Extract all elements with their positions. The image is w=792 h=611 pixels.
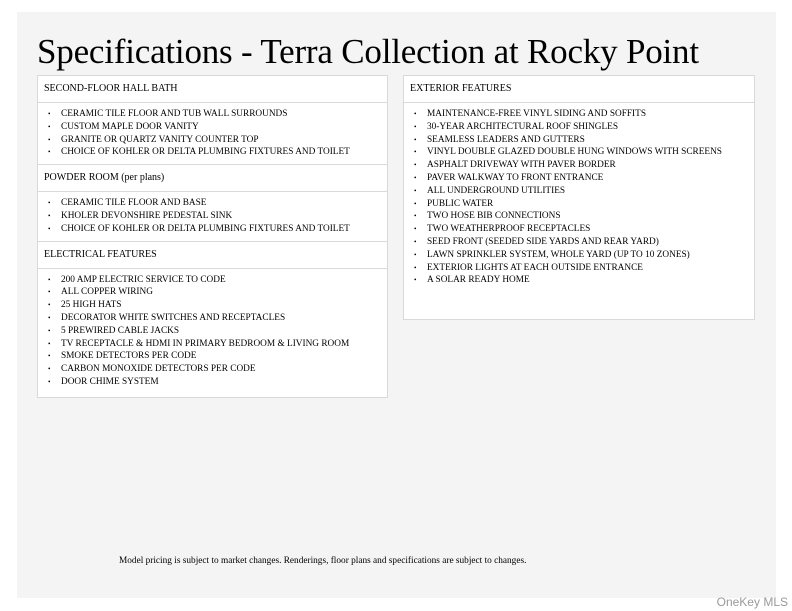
spec-item: • CERAMIC TILE FLOOR AND BASE	[48, 197, 387, 210]
spec-item: • SEED FRONT (SEEDED SIDE YARDS AND REAR YARD)	[414, 236, 754, 249]
section-heading: POWDER ROOM (per plans)	[38, 165, 387, 192]
spec-list	[38, 269, 387, 394]
section-heading: SECOND-FLOOR HALL BATH	[38, 76, 387, 103]
spec-section-powder-room	[38, 164, 387, 240]
spec-item: • SMOKE DETECTORS PER CODE	[48, 350, 387, 363]
spec-item: • 200 AMP ELECTRIC SERVICE TO CODE	[48, 274, 387, 287]
spec-item: • CARBON MONOXIDE DETECTORS PER CODE	[48, 363, 387, 376]
spec-item: • 5 PREWIRED CABLE JACKS	[48, 325, 387, 338]
spec-list	[404, 103, 754, 292]
spec-item: • VINYL DOUBLE GLAZED DOUBLE HUNG WINDOWS WITH SCREENS	[414, 146, 754, 159]
spec-item: • CERAMIC TILE FLOOR AND TUB WALL SURROUNDS	[48, 108, 387, 121]
spec-list	[38, 192, 387, 240]
left-spec-column	[37, 75, 388, 398]
spec-item: • 25 HIGH HATS	[48, 299, 387, 312]
section-heading: EXTERIOR FEATURES	[404, 76, 754, 103]
spec-item: • EXTERIOR LIGHTS AT EACH OUTSIDE ENTRANCE	[414, 262, 754, 275]
footer-disclaimer: Model pricing is subject to market changes. Renderings, floor plans and specifications are subject to changes.	[119, 556, 527, 566]
spec-item: • MAINTENANCE-FREE VINYL SIDING AND SOFFITS	[414, 108, 754, 121]
spec-item: • LAWN SPRINKLER SYSTEM, WHOLE YARD (UP TO 10 ZONES)	[414, 249, 754, 262]
spec-item: • ALL COPPER WIRING	[48, 286, 387, 299]
spec-item: • CUSTOM MAPLE DOOR VANITY	[48, 121, 387, 134]
spec-item: • A SOLAR READY HOME	[414, 274, 754, 287]
spec-item: • ALL UNDERGROUND UTILITIES	[414, 185, 754, 198]
spec-item: • 30-YEAR ARCHITECTURAL ROOF SHINGLES	[414, 121, 754, 134]
spec-item: • ASPHALT DRIVEWAY WITH PAVER BORDER	[414, 159, 754, 172]
spec-item: • KHOLER DEVONSHIRE PEDESTAL SINK	[48, 210, 387, 223]
spec-item: • PUBLIC WATER	[414, 198, 754, 211]
spec-item: • TWO WEATHERPROOF RECEPTACLES	[414, 223, 754, 236]
right-spec-column	[403, 75, 755, 320]
spec-item: • TV RECEPTACLE & HDMI IN PRIMARY BEDROOM & LIVING ROOM	[48, 338, 387, 351]
spec-section-electrical	[38, 241, 387, 394]
spec-item: • TWO HOSE BIB CONNECTIONS	[414, 210, 754, 223]
spec-section-exterior	[404, 76, 754, 292]
spec-section-hall-bath	[38, 76, 387, 164]
spec-item: • GRANITE OR QUARTZ VANITY COUNTER TOP	[48, 134, 387, 147]
spec-list	[38, 103, 387, 164]
spec-item: • CHOICE OF KOHLER OR DELTA PLUMBING FIXTURES AND TOILET	[48, 223, 387, 236]
spec-item: • PAVER WALKWAY TO FRONT ENTRANCE	[414, 172, 754, 185]
onekey-mls-watermark: OneKey MLS	[716, 595, 788, 609]
specification-sheet	[17, 12, 776, 598]
spec-item: • DECORATOR WHITE SWITCHES AND RECEPTACLES	[48, 312, 387, 325]
spec-item: • CHOICE OF KOHLER OR DELTA PLUMBING FIXTURES AND TOILET	[48, 146, 387, 159]
page-title: Specifications - Terra Collection at Rocky Point	[37, 32, 699, 71]
spec-item: • DOOR CHIME SYSTEM	[48, 376, 387, 389]
section-heading: ELECTRICAL FEATURES	[38, 242, 387, 269]
spec-item: • SEAMLESS LEADERS AND GUTTERS	[414, 134, 754, 147]
